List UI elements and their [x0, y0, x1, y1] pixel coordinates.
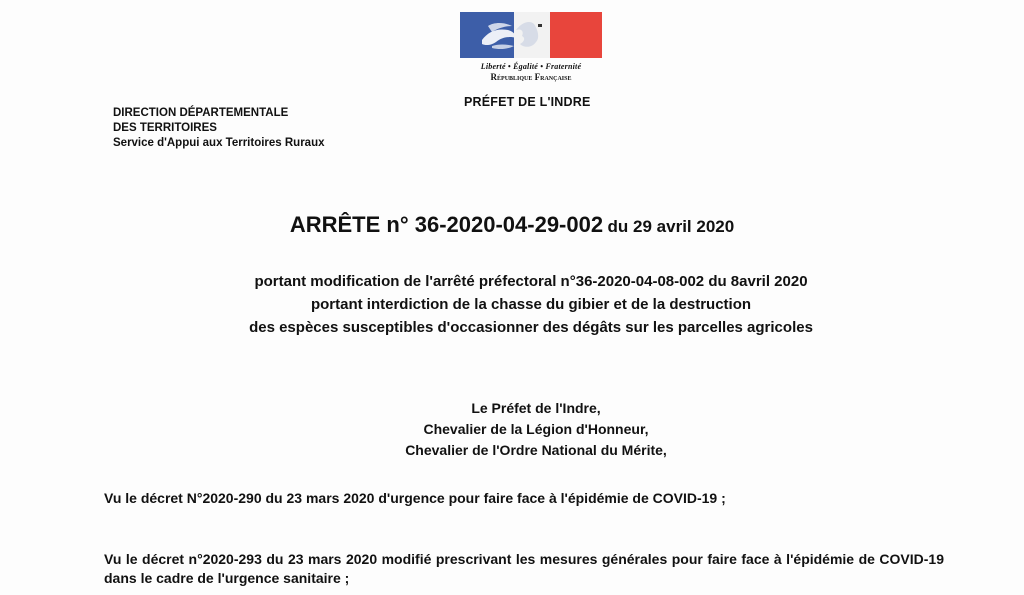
tricolor-flag — [460, 12, 602, 58]
arrete-subtitle — [0, 270, 1024, 339]
vu-paragraph-1: Vu le décret N°2020-290 du 23 mars 2020 d'urgence pour faire face à l'épidémie de COVID-19 ; — [104, 490, 726, 506]
subtitle-line-2: portant interdiction de la chasse du gibier et de la destruction — [310, 296, 752, 313]
prefet-line-3: Chevalier de l'Ordre National du Mérite, — [405, 442, 667, 458]
direction-line-3: Service d'Appui aux Territoires Ruraux — [113, 137, 325, 149]
arrete-title — [0, 212, 1024, 238]
vu-paragraph-2: Vu le décret n°2020-293 du 23 mars 2020 modifié prescrivant les mesures générales pour faire face à l'épidémie de COVID-19 dans le cadre de l'urgence sanitaire ; — [104, 551, 944, 586]
subtitle-line-3: des espèces susceptibles d'occasionner des dégâts sur les parcelles agricoles — [249, 319, 813, 336]
prefet-line-1: Le Préfet de l'Indre, — [471, 400, 601, 416]
arrete-date: du 29 avril 2020 — [607, 217, 735, 236]
republique-logo — [458, 12, 604, 82]
marianne-logo-icon — [478, 18, 518, 52]
prefet-indre-heading: PRÉFET DE L'INDRE — [464, 95, 591, 109]
prefet-line-2: Chevalier de la Légion d'Honneur, — [423, 421, 649, 437]
arrete-number: ARRÊTE n° 36-2020-04-29-002 — [289, 212, 604, 237]
marianne-profile-icon — [514, 12, 550, 58]
direction-line-2: DES TERRITOIRES — [113, 122, 217, 134]
republique-francaise: République Française — [490, 72, 572, 82]
subtitle-line-1: portant modification de l'arrêté préfectoral n°36-2020-04-08-002 du 8avril 2020 — [254, 273, 808, 290]
direction-block — [113, 106, 325, 151]
motto: Liberté • Égalité • Fraternité — [480, 62, 582, 71]
direction-line-1: DIRECTION DÉPARTEMENTALE — [113, 107, 289, 119]
prefet-titles — [0, 398, 1024, 461]
